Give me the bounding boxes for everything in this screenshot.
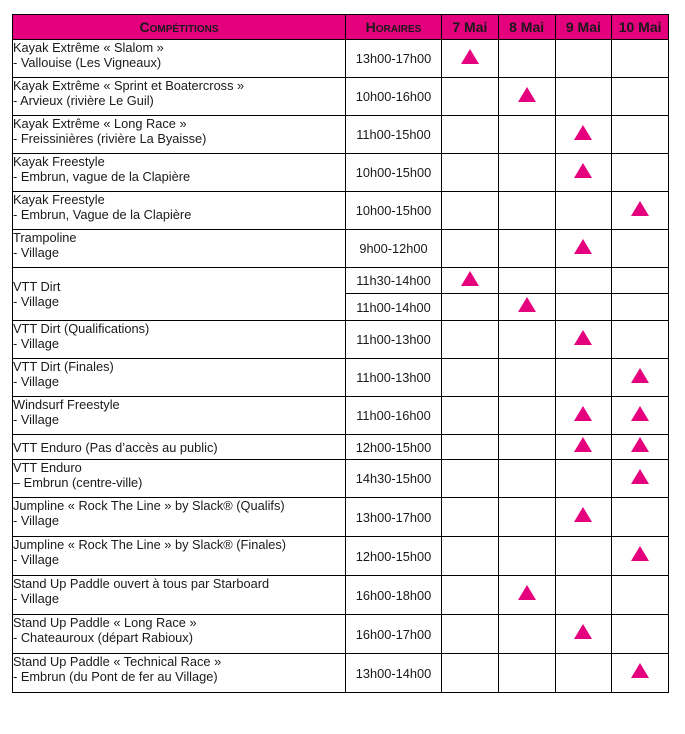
day-cell (555, 192, 612, 230)
competition-cell (13, 537, 346, 576)
day-cell (555, 460, 612, 498)
day-cell (498, 230, 555, 268)
day-header: 8 Mai (498, 15, 555, 40)
competition-name: Jumpline « Rock The Line » by Slack® (Finales) (13, 537, 287, 552)
day-cell (498, 294, 555, 321)
triangle-icon (461, 49, 479, 64)
competition-cell (13, 397, 346, 435)
day-cell (612, 321, 669, 359)
table-row (13, 460, 669, 498)
day-cell (498, 268, 555, 294)
day-cell (442, 435, 499, 460)
triangle-icon (574, 163, 592, 178)
day-header: 7 Mai (442, 15, 499, 40)
day-cell (442, 154, 499, 192)
triangle-icon (631, 437, 649, 452)
competition-cell (13, 460, 346, 498)
competition-location: - Village (13, 336, 60, 351)
day-cell (555, 576, 612, 615)
time-slot-cell: 12h00-15h00 (346, 537, 442, 576)
competition-location: - Embrun, Vague de la Clapière (13, 207, 192, 222)
triangle-icon (518, 585, 536, 600)
day-header: 10 Mai (612, 15, 669, 40)
table-row (13, 435, 669, 460)
day-cell (442, 116, 499, 154)
day-cell (612, 116, 669, 154)
day-cell (498, 615, 555, 654)
triangle-icon (518, 297, 536, 312)
competition-name: VTT Enduro (13, 460, 82, 475)
day-cell (555, 154, 612, 192)
competition-location: - Embrun (du Pont de fer au Village) (13, 669, 218, 684)
day-cell (555, 654, 612, 693)
competition-name: VTT Dirt (Finales) (13, 359, 114, 374)
table-row (13, 576, 669, 615)
day-cell (612, 576, 669, 615)
day-cell (612, 397, 669, 435)
competition-cell (13, 116, 346, 154)
competitions-header: Compétitions (13, 15, 346, 40)
competition-location: – Embrun (centre-ville) (13, 475, 143, 490)
table-row (13, 654, 669, 693)
time-slot-cell: 12h00-15h00 (346, 435, 442, 460)
table-row (13, 537, 669, 576)
competition-name: Kayak Freestyle (13, 192, 105, 207)
competition-cell (13, 40, 346, 78)
day-cell (612, 230, 669, 268)
triangle-icon (461, 271, 479, 286)
horaires-header: Horaires (346, 15, 442, 40)
competition-name: VTT Dirt (13, 279, 61, 294)
day-cell (442, 654, 499, 693)
day-cell (612, 435, 669, 460)
day-cell (612, 537, 669, 576)
day-cell (442, 576, 499, 615)
competition-name: Kayak Extrême « Long Race » (13, 116, 187, 131)
triangle-icon (631, 663, 649, 678)
competition-name: VTT Dirt (Qualifications) (13, 321, 150, 336)
table-row (13, 268, 669, 294)
day-cell (442, 40, 499, 78)
day-cell (612, 654, 669, 693)
table-row (13, 78, 669, 116)
table-row (13, 116, 669, 154)
day-cell (442, 537, 499, 576)
day-cell (555, 116, 612, 154)
time-slot-cell: 14h30-15h00 (346, 460, 442, 498)
triangle-icon (631, 546, 649, 561)
time-slot-cell: 11h30-14h00 (346, 268, 442, 294)
day-cell (498, 321, 555, 359)
time-slot-cell: 11h00-15h00 (346, 116, 442, 154)
day-cell (498, 498, 555, 537)
table-row (13, 397, 669, 435)
competition-name: Stand Up Paddle « Technical Race » (13, 654, 222, 669)
time-slot-cell: 9h00-12h00 (346, 230, 442, 268)
day-cell (612, 40, 669, 78)
day-cell (555, 435, 612, 460)
competition-name: Stand Up Paddle « Long Race » (13, 615, 197, 630)
day-cell (498, 654, 555, 693)
day-cell (498, 460, 555, 498)
day-cell (498, 192, 555, 230)
triangle-icon (631, 368, 649, 383)
table-row (13, 615, 669, 654)
triangle-icon (574, 125, 592, 140)
time-slot-cell: 11h00-16h00 (346, 397, 442, 435)
day-cell (555, 40, 612, 78)
triangle-icon (574, 330, 592, 345)
triangle-icon (574, 239, 592, 254)
time-slot-cell: 13h00-17h00 (346, 40, 442, 78)
time-slot-cell: 11h00-14h00 (346, 294, 442, 321)
day-cell (498, 359, 555, 397)
day-cell (612, 154, 669, 192)
time-slot-cell: 11h00-13h00 (346, 359, 442, 397)
day-cell (555, 78, 612, 116)
competition-cell (13, 268, 346, 321)
day-cell (612, 294, 669, 321)
triangle-icon (574, 624, 592, 639)
triangle-icon (574, 507, 592, 522)
day-cell (612, 268, 669, 294)
day-header: 9 Mai (555, 15, 612, 40)
day-cell (498, 537, 555, 576)
day-cell (612, 498, 669, 537)
day-cell (612, 615, 669, 654)
time-slot-cell: 10h00-15h00 (346, 192, 442, 230)
table-row (13, 40, 669, 78)
day-cell (555, 359, 612, 397)
competition-location: - Village (13, 513, 60, 528)
competition-location: - Village (13, 294, 60, 309)
day-cell (498, 435, 555, 460)
competition-name: Stand Up Paddle ouvert à tous par Starboard (13, 576, 270, 591)
time-slot-cell: 13h00-14h00 (346, 654, 442, 693)
day-cell (555, 498, 612, 537)
triangle-icon (631, 406, 649, 421)
day-cell (442, 359, 499, 397)
competition-cell (13, 615, 346, 654)
competition-location: - Embrun, vague de la Clapière (13, 169, 191, 184)
table-row (13, 230, 669, 268)
day-cell (498, 154, 555, 192)
competition-cell (13, 78, 346, 116)
table-row (13, 192, 669, 230)
competition-cell (13, 498, 346, 537)
competition-location: - Arvieux (rivière Le Guil) (13, 93, 154, 108)
competition-name: Kayak Freestyle (13, 154, 105, 169)
competition-location: - Village (13, 552, 60, 567)
table-header-row (13, 15, 669, 40)
competition-cell (13, 154, 346, 192)
day-cell (498, 576, 555, 615)
competition-location: - Village (13, 591, 60, 606)
time-slot-cell: 10h00-15h00 (346, 154, 442, 192)
competition-location: - Chateauroux (départ Rabioux) (13, 630, 193, 645)
competition-name: Kayak Extrême « Sprint et Boatercross » (13, 78, 245, 93)
table-row (13, 321, 669, 359)
competition-cell (13, 192, 346, 230)
time-slot-cell: 10h00-16h00 (346, 78, 442, 116)
competition-location: - Freissinières (rivière La Byaisse) (13, 131, 207, 146)
competition-cell (13, 230, 346, 268)
table-row (13, 154, 669, 192)
day-cell (442, 460, 499, 498)
day-cell (442, 230, 499, 268)
time-slot-cell: 13h00-17h00 (346, 498, 442, 537)
day-cell (555, 294, 612, 321)
day-cell (555, 230, 612, 268)
competition-name: Jumpline « Rock The Line » by Slack® (Qualifs) (13, 498, 285, 513)
day-cell (442, 78, 499, 116)
day-cell (442, 397, 499, 435)
day-cell (555, 321, 612, 359)
day-cell (442, 615, 499, 654)
competition-cell (13, 435, 346, 460)
competition-cell (13, 576, 346, 615)
competition-cell (13, 359, 346, 397)
time-slot-cell: 11h00-13h00 (346, 321, 442, 359)
triangle-icon (574, 406, 592, 421)
day-cell (555, 615, 612, 654)
day-cell (555, 537, 612, 576)
day-cell (442, 268, 499, 294)
triangle-icon (574, 437, 592, 452)
competition-cell (13, 654, 346, 693)
competition-location: - Village (13, 374, 60, 389)
competition-name: VTT Enduro (Pas d’accès au public) (13, 439, 218, 455)
competition-name: Trampoline (13, 230, 77, 245)
day-cell (498, 116, 555, 154)
triangle-icon (518, 87, 536, 102)
competition-name: Kayak Extrême « Slalom » (13, 40, 164, 55)
time-slot-cell: 16h00-17h00 (346, 615, 442, 654)
day-cell (612, 359, 669, 397)
day-cell (612, 460, 669, 498)
competition-location: - Village (13, 245, 60, 260)
time-slot-cell: 16h00-18h00 (346, 576, 442, 615)
competition-location: - Vallouise (Les Vigneaux) (13, 55, 162, 70)
competition-name: Windsurf Freestyle (13, 397, 120, 412)
day-cell (612, 192, 669, 230)
day-cell (498, 397, 555, 435)
competition-location: - Village (13, 412, 60, 427)
day-cell (555, 268, 612, 294)
day-cell (442, 321, 499, 359)
day-cell (442, 294, 499, 321)
triangle-icon (631, 201, 649, 216)
competition-schedule-table (12, 14, 669, 693)
table-row (13, 498, 669, 537)
day-cell (498, 78, 555, 116)
triangle-icon (631, 469, 649, 484)
day-cell (498, 40, 555, 78)
day-cell (555, 397, 612, 435)
competition-cell (13, 321, 346, 359)
day-cell (442, 498, 499, 537)
day-cell (442, 192, 499, 230)
day-cell (612, 78, 669, 116)
table-row (13, 359, 669, 397)
